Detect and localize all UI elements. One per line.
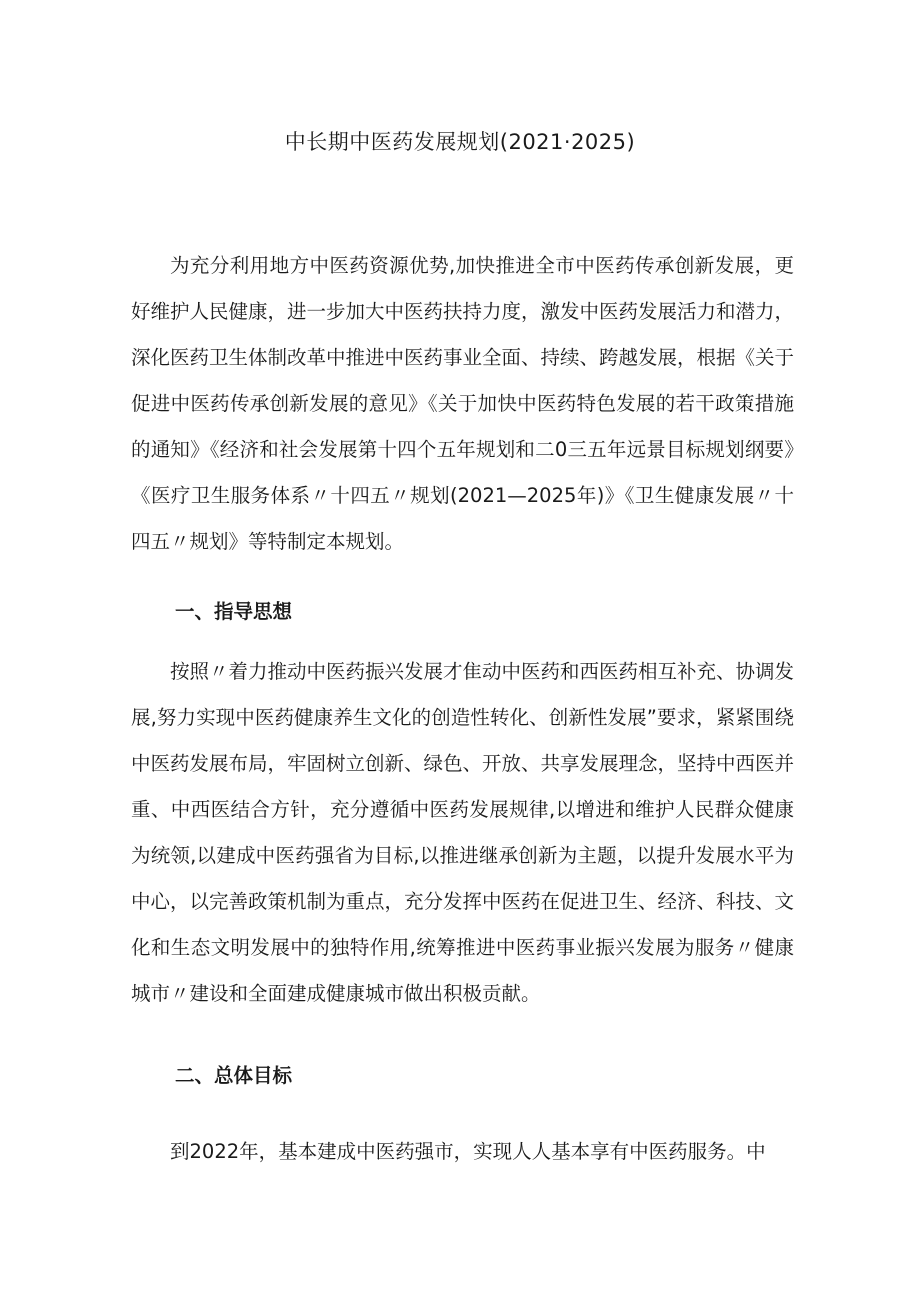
document-title: 中长期中医药发展规划(2021·2025) bbox=[284, 130, 636, 154]
section-heading-guiding-ideology: 一、指导思想 bbox=[175, 600, 293, 623]
section-heading-overall-goals: 二、总体目标 bbox=[175, 1064, 293, 1087]
section-body-guiding-ideology: 按照〃着力推动中医药振兴发展才隹动中医药和西医药相互补充、协调发展,努力实现中医药健康养生文化的创造性转化、创新性发展”要求，紧紧围绕中医药发展布局，牢固树立创新、绿色、开放、共享发展理念，坚持中西医并重、中西医结合方针，充分遵循中医药发展规律,以增进和维护人民群众健康为统领,以建成中医药强省为目标,以推进继承创新为主题，以提升发展水平为中心，以完善政策机制为重点，充分发挥中医药在促进卫生、经济、科技、文化和生态文明发展中的独特作用,统筹推进中医药事业振兴发展为服务〃健康城市〃建设和全面建成健康城市做出积极贡献。 bbox=[131, 660, 795, 1005]
section-body-overall-goals: 到2022年，基本建成中医药强市，实现人人基本享有中医药服务。中 bbox=[170, 1140, 766, 1163]
intro-paragraph: 为充分利用地方中医药资源优势,加快推进全市中医药传承创新发展，更好维护人民健康，进一步加大中医药扶持力度，激发中医药发展活力和潜力，深化医药卫生体制改革中推进中医药事业全面、持续、跨越发展，根据《关于促进中医药传承创新发展的意见》《关于加快中医药特色发展的若干政策措施的通知》《经济和社会发展第十四个五年规划和二0三五年远景目标规划纲要》《医疗卫生服务体系〃十四五〃规划(2021—2025年)》《卫生健康发展〃十四五〃规划》等特制定本规划。 bbox=[131, 254, 795, 553]
